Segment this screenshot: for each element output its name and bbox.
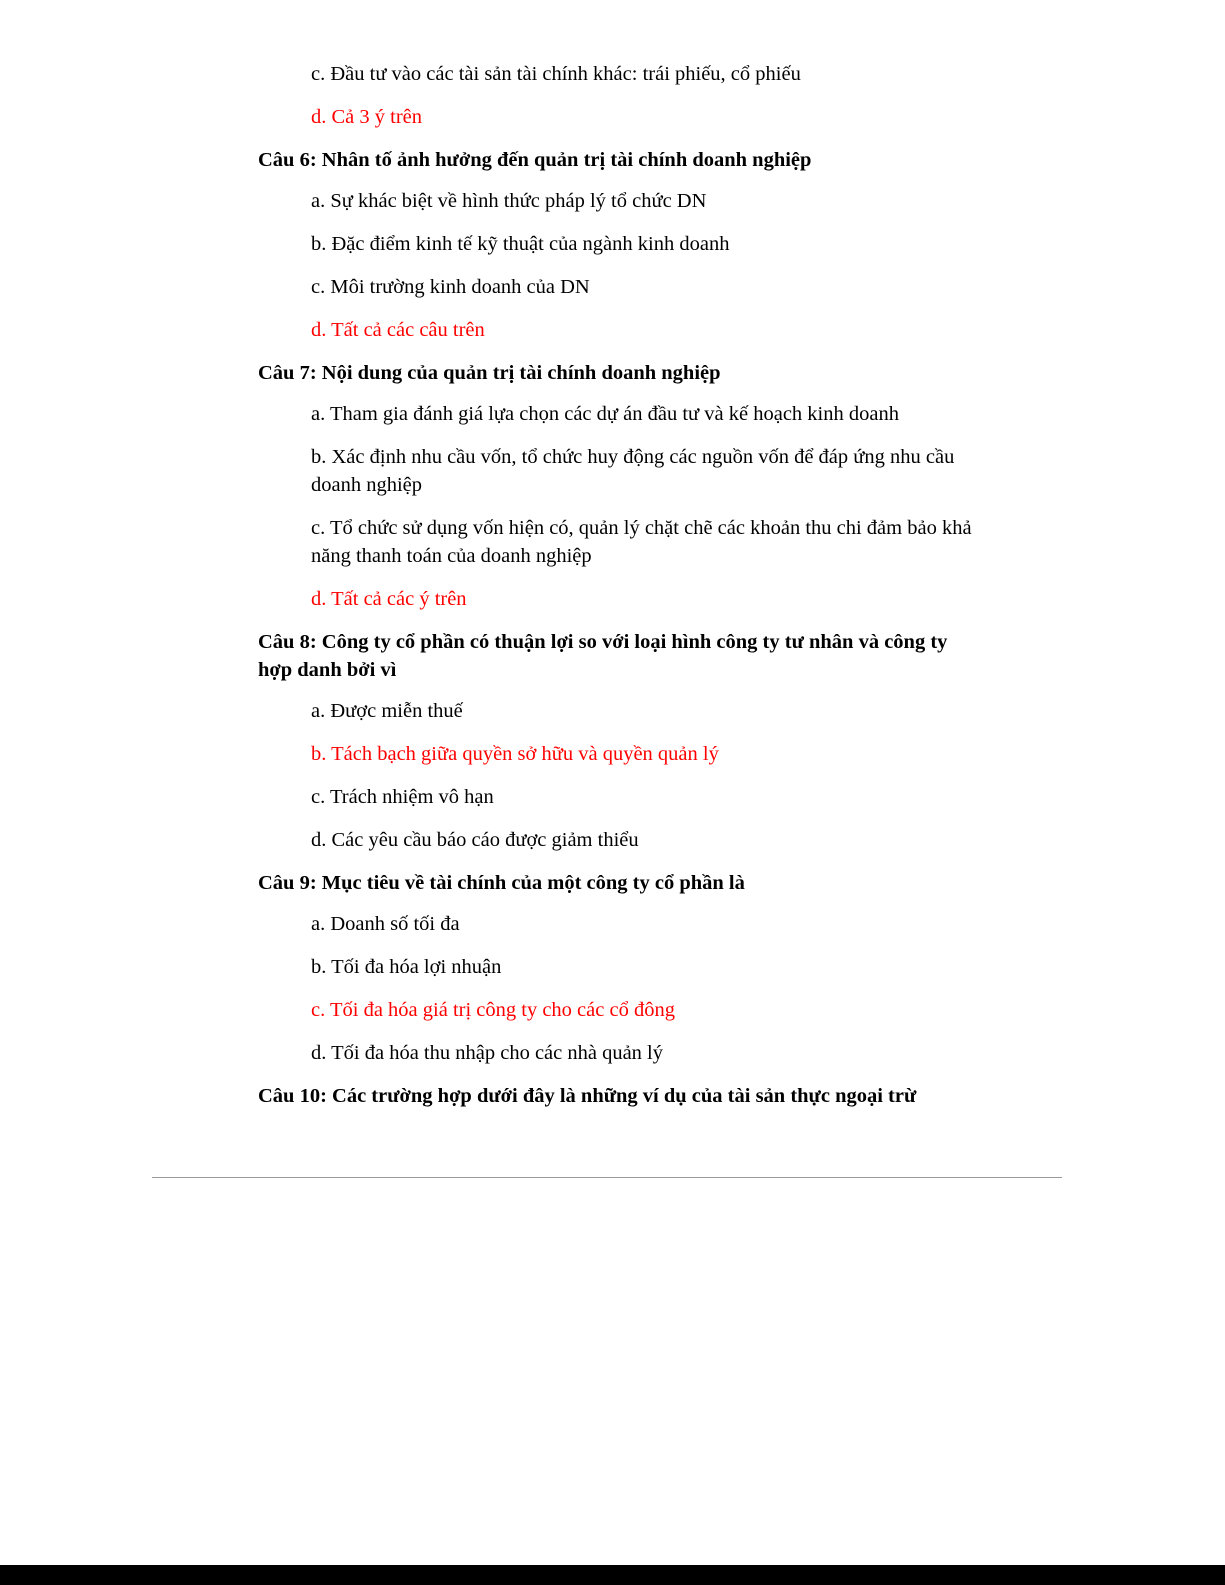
quiz-content: [258, 60, 978, 1123]
question-8: Câu 8: Công ty cổ phần có thuận lợi so với loại hình công ty tư nhân và công ty hợp danh bởi vì: [258, 631, 948, 681]
option-5c: c. Đầu tư vào các tài sản tài chính khác: trái phiếu, cổ phiếu: [311, 63, 801, 85]
option-8d: d. Các yêu cầu báo cáo được giảm thiểu: [311, 829, 639, 851]
option-9b: b. Tối đa hóa lợi nhuận: [311, 956, 502, 978]
option-9d: d. Tối đa hóa thu nhập cho các nhà quản lý: [311, 1042, 664, 1064]
option-8c: c. Trách nhiệm vô hạn: [311, 786, 494, 808]
question-9: Câu 9: Mục tiêu về tài chính của một công ty cổ phần là: [258, 872, 745, 894]
question-10: Câu 10: Các trường hợp dưới đây là những ví dụ của tài sản thực ngoại trừ: [258, 1085, 917, 1107]
option-7b: b. Xác định nhu cầu vốn, tổ chức huy động các nguồn vốn để đáp ứng nhu cầu doanh nghiệp: [311, 446, 955, 496]
option-7a: a. Tham gia đánh giá lựa chọn các dự án đầu tư và kế hoạch kinh doanh: [311, 403, 899, 425]
option-9c-correct: c. Tối đa hóa giá trị công ty cho các cổ đông: [311, 999, 675, 1021]
option-5d-correct: d. Cả 3 ý trên: [311, 106, 423, 128]
option-6b: b. Đặc điểm kinh tế kỹ thuật của ngành kinh doanh: [311, 233, 730, 255]
option-8b-correct: b. Tách bạch giữa quyền sở hữu và quyền quản lý: [311, 743, 719, 765]
option-6c: c. Môi trường kinh doanh của DN: [311, 276, 590, 298]
option-7c: c. Tổ chức sử dụng vốn hiện có, quản lý chặt chẽ các khoản thu chi đảm bảo khả năng thanh toán của doanh nghiệp: [311, 517, 972, 567]
option-8a: a. Được miễn thuế: [311, 700, 463, 722]
question-6: Câu 6: Nhân tố ảnh hưởng đến quản trị tài chính doanh nghiệp: [258, 149, 812, 171]
option-9a: a. Doanh số tối đa: [311, 913, 460, 935]
question-7: Câu 7: Nội dung của quản trị tài chính doanh nghiệp: [258, 362, 721, 384]
option-6a: a. Sự khác biệt về hình thức pháp lý tổ chức DN: [311, 190, 707, 212]
option-6d-correct: d. Tất cả các câu trên: [311, 319, 485, 341]
page-divider: [152, 1177, 1062, 1178]
option-7d-correct: d. Tất cả các ý trên: [311, 588, 467, 610]
page-bottom-bar: [0, 1565, 1225, 1585]
